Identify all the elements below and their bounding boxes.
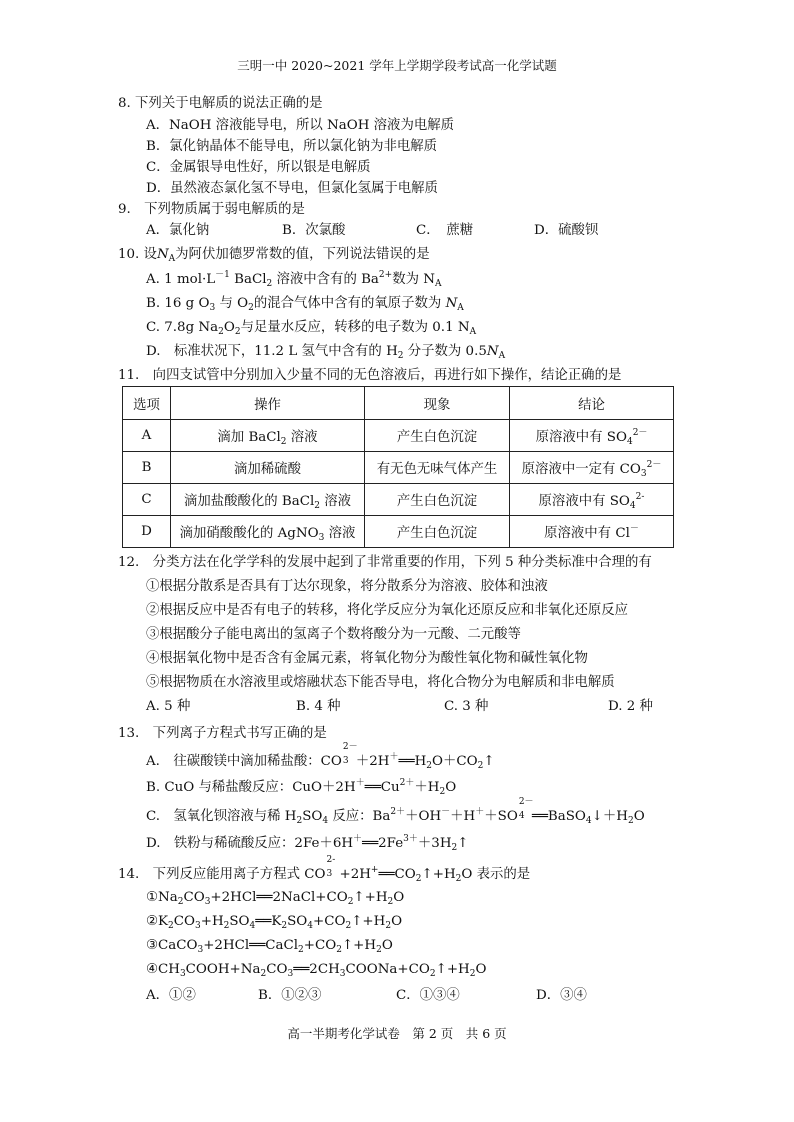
q13-option-a <box>146 742 495 773</box>
cell-sub: 2 <box>314 501 321 511</box>
q10-b-sub: A <box>457 303 464 313</box>
q14-option-c: C．①③④ <box>396 988 460 1003</box>
q10-c-text: O <box>223 320 235 335</box>
q10-c-sub: A <box>469 327 477 337</box>
q14-reaction-4 <box>146 960 486 981</box>
q10-c-sub: 2 <box>218 327 224 337</box>
r-text: COOH+Na <box>185 962 261 977</box>
q13-b-text: ══Cu <box>364 780 400 795</box>
q10-num: 10. 设 <box>118 247 157 262</box>
q13-c-text: 反应：Ba <box>328 809 391 824</box>
q13-option-d <box>146 834 468 855</box>
cell-text: 原溶液中一定有 CO <box>521 462 641 477</box>
q13-b-sup: 2＋ <box>399 778 415 788</box>
q14-text: 14. 下列反应能用离子方程式 CO <box>118 867 326 882</box>
q13-c-sub: 2 <box>296 816 303 826</box>
q10-b-text: 的混合气体中含有的氧原子数为 <box>253 296 446 311</box>
r-text: CO <box>266 962 288 977</box>
r-sub: 2 <box>336 945 342 955</box>
q10-b-text: B. 16 g O <box>146 296 210 311</box>
q11-stem: 11. 向四支试管中分别加入少量不同的无色溶液后，再进行如下操作，结论正确的是 <box>118 368 622 383</box>
q13-c-text: C. 氢氧化钡溶液与稀 H <box>146 809 297 824</box>
page-header: 三明一中 2020~2021 学年上学期学段考试高一化学试题 <box>237 58 557 73</box>
r-sub: 3 <box>197 945 204 955</box>
q13-b-text: B. CuO 与稀盐酸反应：CuO＋2H <box>146 780 356 795</box>
q13-c-text: ＋H <box>450 809 476 824</box>
r-sub: 3 <box>179 969 186 979</box>
q13-c-sup: － <box>441 807 451 817</box>
q14-text: ══CO <box>378 867 416 882</box>
q13-a-ion-charge <box>342 742 358 766</box>
r-text: ↑+H <box>353 890 388 905</box>
cell-text: 溶液 <box>324 526 356 541</box>
table-cell <box>171 484 365 516</box>
r-text: O <box>391 914 403 929</box>
table-header-cell: 现象 <box>365 387 510 420</box>
q12-option-d: D. 2 种 <box>608 699 653 714</box>
q12-stem: 12. 分类方法在化学学科的发展中起到了非常重要的作用，下列 5 种分类标准中合理的有 <box>118 555 652 570</box>
q9-option-d: D．硫酸钡 <box>534 223 599 238</box>
cell-text: 溶液 <box>286 430 318 445</box>
q13-d-sup: ＋ <box>353 834 363 844</box>
r-text: SO <box>287 914 308 929</box>
cell-sub: 4 <box>629 501 636 511</box>
table-cell: D <box>123 516 171 548</box>
table-row <box>123 484 674 516</box>
q13-d-sup: 3＋ <box>403 834 418 844</box>
q13-a-sub: 2 <box>426 761 432 771</box>
q14-sup: + <box>370 865 379 875</box>
q13-b-sub: 2 <box>439 787 446 797</box>
q12-option-c: C. 3 种 <box>444 699 489 714</box>
r-sub: 2 <box>177 897 184 907</box>
q13-b-text: ＋H <box>414 780 440 795</box>
q14-stem <box>118 855 531 886</box>
q10-stem-text: 为阿伏加德罗常数的值，下列说法错误的是 <box>175 247 430 262</box>
r-sub: 3 <box>339 969 346 979</box>
q10-c-text: 与足量水反应，转移的电子数为 0.1 N <box>240 320 470 335</box>
table-cell <box>510 420 674 452</box>
r-text: O <box>381 938 393 953</box>
q8-option-d: D．虽然液态氯化氢不导电，但氯化氢属于电解质 <box>146 181 438 196</box>
r-sub: 2 <box>387 897 394 907</box>
r-sub: 2 <box>298 945 304 955</box>
r-text: +H <box>200 914 224 929</box>
r-text: +2HCl══2NaCl+CO <box>210 890 348 905</box>
table-header-cell: 选项 <box>123 387 171 420</box>
q13-c-text: ＋OH <box>405 809 442 824</box>
ion-sup: 2－ <box>342 742 358 752</box>
q13-b-sup: ＋ <box>355 778 365 788</box>
r-text: ↑+H <box>341 938 377 953</box>
r-sub: 3 <box>204 897 211 907</box>
r-sub: 2 <box>347 897 354 907</box>
cell-sup: － <box>629 524 639 534</box>
q8-option-a: A．NaOH 溶液能导电，所以 NaOH 溶液为电解质 <box>146 118 455 133</box>
q13-a-text: O＋CO <box>432 754 478 769</box>
cell-sup: 2－ <box>632 428 648 438</box>
q12-item-5: ⑤根据物质在水溶液里或熔融状态下能否导电，将化合物分为电解质和非电解质 <box>146 675 615 690</box>
q13-a-text: A. 往碳酸镁中滴加稀盐酸：CO <box>146 754 342 769</box>
cell-sub: 3 <box>640 469 647 479</box>
cell-text: 原溶液中有 Cl <box>544 526 630 541</box>
q9-stem: 9. 下列物质属于弱电解质的是 <box>118 202 305 217</box>
q13-c-text: SO <box>302 809 323 824</box>
q9-option-a: A．氯化钠 <box>146 223 210 238</box>
q10-option-d <box>146 342 505 363</box>
q14-sub: 2 <box>415 874 422 884</box>
r-text: ④CH <box>146 962 180 977</box>
r-text: ↑+H <box>435 962 470 977</box>
q13-c-sub: 2 <box>627 816 634 826</box>
q12-option-a: A. 5 种 <box>146 699 191 714</box>
q10-na-symbol: N <box>156 247 169 262</box>
q10-a-text: BaCl <box>229 272 267 287</box>
table-header-cell: 操作 <box>171 387 365 420</box>
q13-a-text: ＋2H <box>355 754 390 769</box>
q8-stem: 8. 下列关于电解质的说法正确的是 <box>118 96 323 111</box>
q13-d-text: ══2Fe <box>362 836 404 851</box>
cell-sup: 2－ <box>646 460 662 470</box>
table-cell <box>510 452 674 484</box>
q14-ion-charge <box>325 855 336 879</box>
q10-c-sub: 2 <box>234 327 241 337</box>
cell-text: 滴加 BaCl <box>217 430 281 445</box>
r-text: COONa+CO <box>345 962 430 977</box>
table-cell: B <box>123 452 171 484</box>
q13-a-sup: ＋ <box>389 752 399 762</box>
q14-option-a: A．①② <box>146 988 196 1003</box>
cell-text: 原溶液中有 SO <box>535 430 627 445</box>
q9-option-b: B．次氯酸 <box>282 223 346 238</box>
r-sub: 2 <box>385 921 392 931</box>
q13-c-sub: 4 <box>585 816 592 826</box>
q10-a-sup: －1 <box>215 270 230 280</box>
r-sub: 2 <box>281 921 288 931</box>
q14-sub: 2 <box>455 874 462 884</box>
r-sub: 2 <box>260 969 267 979</box>
q13-a-text: ↑ <box>483 754 495 769</box>
q8-option-c: C．金属银导电性好，所以银是电解质 <box>146 160 371 175</box>
table-cell: 产生白色沉淀 <box>365 484 510 516</box>
q10-na-sub: A <box>168 254 176 264</box>
q13-stem: 13. 下列离子方程式书写正确的是 <box>118 726 327 741</box>
q10-d-text: D. 标准状况下，11.2 L 氢气中含有的 H <box>146 344 398 359</box>
table-cell: C <box>123 484 171 516</box>
q10-option-b <box>146 294 464 315</box>
q10-a-text: 溶液中含有的 Ba <box>272 272 379 287</box>
r-text: ↑+H <box>351 914 386 929</box>
q10-option-c <box>146 318 476 339</box>
q10-a-sub: 2 <box>266 279 273 289</box>
r-text: O <box>393 890 405 905</box>
q13-c-sub: 4 <box>322 816 329 826</box>
ion-sub: 4 <box>518 811 525 821</box>
r-text: O <box>475 962 487 977</box>
q10-d-sub: 2 <box>397 351 404 361</box>
r-sub: 4 <box>249 921 256 931</box>
ion-sup: 2- <box>326 855 336 865</box>
q13-a-text: ══H <box>398 754 427 769</box>
table-cell: 产生白色沉淀 <box>365 516 510 548</box>
q10-d-text: 分子数为 0.5 <box>403 344 487 359</box>
q13-c-text: ══BaSO <box>531 809 586 824</box>
r-text: ①Na <box>146 890 178 905</box>
q13-d-text: D. 铁粉与稀硫酸反应：2Fe＋6H <box>146 836 354 851</box>
r-text: +CO <box>303 938 337 953</box>
cell-sub: 4 <box>626 437 633 447</box>
q13-c-text: ＋SO <box>484 809 518 824</box>
table-cell: 滴加稀硫酸 <box>171 452 365 484</box>
q14-reaction-3 <box>146 936 393 957</box>
table-cell <box>171 420 365 452</box>
cell-text: 溶液 <box>320 494 352 509</box>
q13-c-ion-charge <box>518 797 534 821</box>
q13-c-sup: 2＋ <box>390 807 406 817</box>
q14-text: ↑+H <box>421 867 456 882</box>
q14-option-d: D．③④ <box>536 988 587 1003</box>
q13-d-text: ↑ <box>457 836 469 851</box>
q12-option-b: B. 4 种 <box>296 699 341 714</box>
q12-item-3: ③根据酸分子能电离出的氢离子个数将酸分为一元酸、二元酸等 <box>146 627 521 642</box>
q12-item-2: ②根据反应中是否有电子的转移，将化学反应分为氧化还原反应和非氧化还原反应 <box>146 603 629 618</box>
cell-sub: 2 <box>280 437 287 447</box>
q10-b-text: 与 O <box>215 296 249 311</box>
cell-text: 原溶液中有 SO <box>538 494 630 509</box>
cell-sup: 2- <box>635 492 645 502</box>
cell-sub: 3 <box>318 533 325 543</box>
r-text: ②K <box>146 914 169 929</box>
r-sub: 2 <box>223 921 230 931</box>
cell-text: 滴加硝酸酸化的 AgNO <box>179 526 319 541</box>
q13-option-c <box>146 797 645 828</box>
q10-stem <box>118 245 430 266</box>
q13-c-text: ↓＋H <box>591 809 628 824</box>
q10-b-sub: 2 <box>248 303 254 313</box>
ion-sub: 3 <box>326 869 333 879</box>
q12-item-1: ①根据分散系是否具有丁达尔现象，将分散系分为溶液、胶体和浊液 <box>146 579 548 594</box>
q10-a-text: 数为 N <box>392 272 435 287</box>
q14-reaction-1 <box>146 888 404 909</box>
ion-sub: 3 <box>342 756 349 766</box>
r-text: CO <box>183 890 205 905</box>
r-sub: 3 <box>194 921 201 931</box>
table-row <box>123 516 674 548</box>
table-cell: 产生白色沉淀 <box>365 420 510 452</box>
r-sub: 2 <box>429 969 436 979</box>
q12-item-4: ④根据氧化物中是否含有金属元素，将氧化物分为酸性氧化物和碱性氧化物 <box>146 651 588 666</box>
q14-text: +2H <box>339 867 371 882</box>
r-text: ══2CH <box>293 962 340 977</box>
q10-b-na: N <box>445 296 458 311</box>
table-row <box>123 452 674 484</box>
r-sub: 2 <box>345 921 352 931</box>
q10-a-text: A. 1 mol·L <box>146 272 216 287</box>
table-header-cell: 结论 <box>510 387 674 420</box>
r-text: +CO <box>313 914 346 929</box>
q10-c-text: C. 7.8g Na <box>146 320 219 335</box>
q14-option-b: B．①②③ <box>258 988 322 1003</box>
r-text: CO <box>173 914 195 929</box>
q14-reaction-2 <box>146 912 402 933</box>
q8-option-b: B．氯化钠晶体不能导电，所以氯化钠为非电解质 <box>146 139 438 154</box>
table-row <box>123 420 674 452</box>
table-cell: A <box>123 420 171 452</box>
q13-c-sup: ＋ <box>475 807 485 817</box>
r-text: SO <box>229 914 250 929</box>
r-sub: 4 <box>307 921 314 931</box>
r-sub: 3 <box>287 969 294 979</box>
cell-text: 滴加盐酸酸化的 BaCl <box>183 494 315 509</box>
q11-table <box>122 386 674 548</box>
q13-d-text: ＋3H <box>417 836 452 851</box>
r-text: +2HCl══CaCl <box>203 938 299 953</box>
q9-option-c: C． 蔗糖 <box>416 223 474 238</box>
q13-a-sub: 2 <box>477 761 484 771</box>
r-text: ══K <box>255 914 282 929</box>
q13-option-b <box>146 778 456 799</box>
r-text: ③CaCO <box>146 938 198 953</box>
table-cell <box>510 484 674 516</box>
table-header-row <box>123 387 674 420</box>
q10-option-a <box>146 270 441 291</box>
q10-d-sub: A <box>498 351 506 361</box>
q14-text: O 表示的是 <box>461 867 531 882</box>
q10-a-sub: A <box>434 279 442 289</box>
r-sub: 2 <box>376 945 382 955</box>
table-cell: 有无色无味气体产生 <box>365 452 510 484</box>
q13-b-text: O <box>445 780 457 795</box>
r-sub: 2 <box>469 969 476 979</box>
q13-c-text: O <box>633 809 645 824</box>
table-cell <box>171 516 365 548</box>
q10-b-sub: 3 <box>209 303 216 313</box>
q10-a-sup: 2+ <box>378 270 393 280</box>
q10-d-na: N <box>486 344 499 359</box>
ion-sup: 2－ <box>518 797 534 807</box>
r-sub: 2 <box>168 921 174 931</box>
table-cell <box>510 516 674 548</box>
q13-d-sub: 2 <box>451 843 458 853</box>
page-footer: 高一半期考化学试卷 第 2 页 共 6 页 <box>287 1026 507 1041</box>
